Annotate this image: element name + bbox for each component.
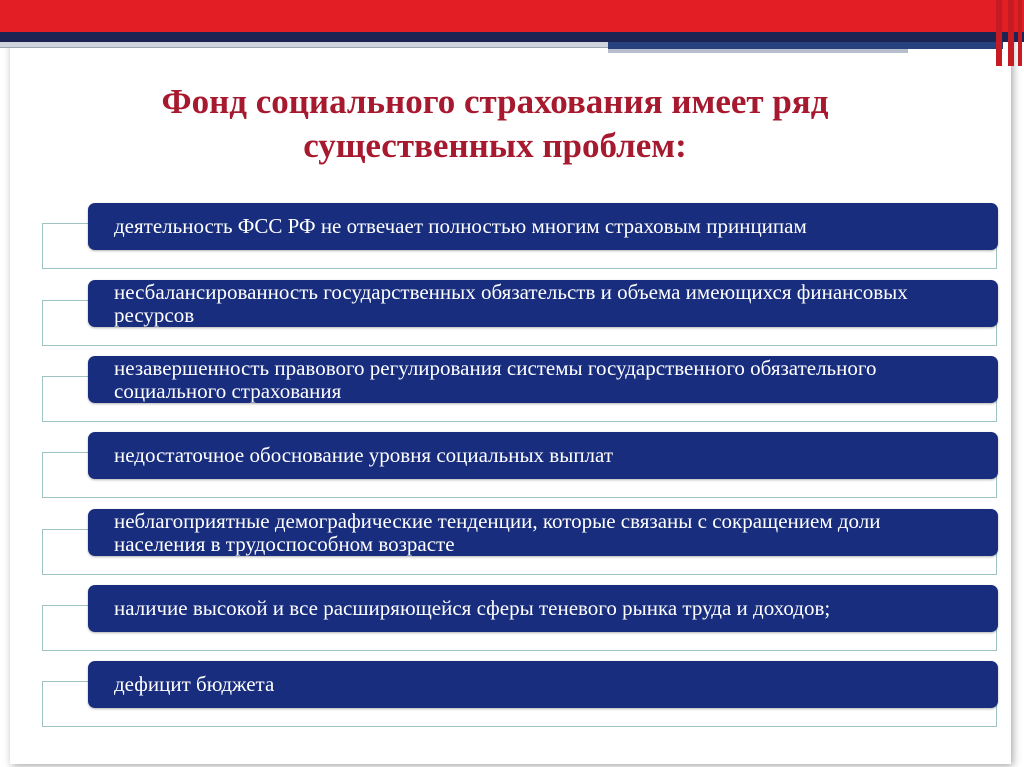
item-pill bbox=[88, 661, 998, 708]
item-text: несбалансированность государственных обязательств и объема имеющихся финансовых ресурсов bbox=[114, 279, 908, 327]
item-text: наличие высокой и все расширяющейся сферы теневого рынка труда и доходов; bbox=[114, 596, 831, 620]
item-pill bbox=[88, 356, 998, 403]
item-pill bbox=[88, 509, 998, 556]
item-text: неблагоприятные демографические тенденции, которые связаны с сокращением доли населения в трудоспособном возрасте bbox=[114, 508, 881, 556]
item-pill bbox=[88, 432, 998, 479]
list-item bbox=[40, 585, 998, 653]
list-item bbox=[40, 509, 998, 577]
item-text: дефицит бюджета bbox=[114, 672, 275, 696]
list-item bbox=[40, 203, 998, 271]
item-pill bbox=[88, 280, 998, 327]
header-band-thin bbox=[0, 47, 608, 48]
corner-stripe bbox=[1018, 0, 1022, 66]
header-band-gray-right bbox=[608, 49, 908, 53]
corner-stripe bbox=[996, 0, 1002, 66]
list-item bbox=[40, 356, 998, 424]
header-band-navy bbox=[0, 32, 1024, 42]
slide-title: Фонд социального страхования имеет ряд существенных проблем: bbox=[161, 82, 829, 165]
list-item bbox=[40, 661, 998, 729]
list-item bbox=[40, 280, 998, 348]
header-band-red bbox=[0, 0, 1024, 32]
header-band-blue-right bbox=[608, 42, 1003, 49]
item-text: недостаточное обоснование уровня социальных выплат bbox=[114, 443, 613, 467]
corner-stripe bbox=[1008, 0, 1014, 66]
item-pill bbox=[88, 585, 998, 632]
item-pill bbox=[88, 203, 998, 250]
item-text: деятельность ФСС РФ не отвечает полностью многим страховым принципам bbox=[114, 214, 807, 238]
item-text: незавершенность правового регулирования системы государственного обязательного социального страхования bbox=[114, 355, 877, 403]
list-item bbox=[40, 432, 998, 500]
